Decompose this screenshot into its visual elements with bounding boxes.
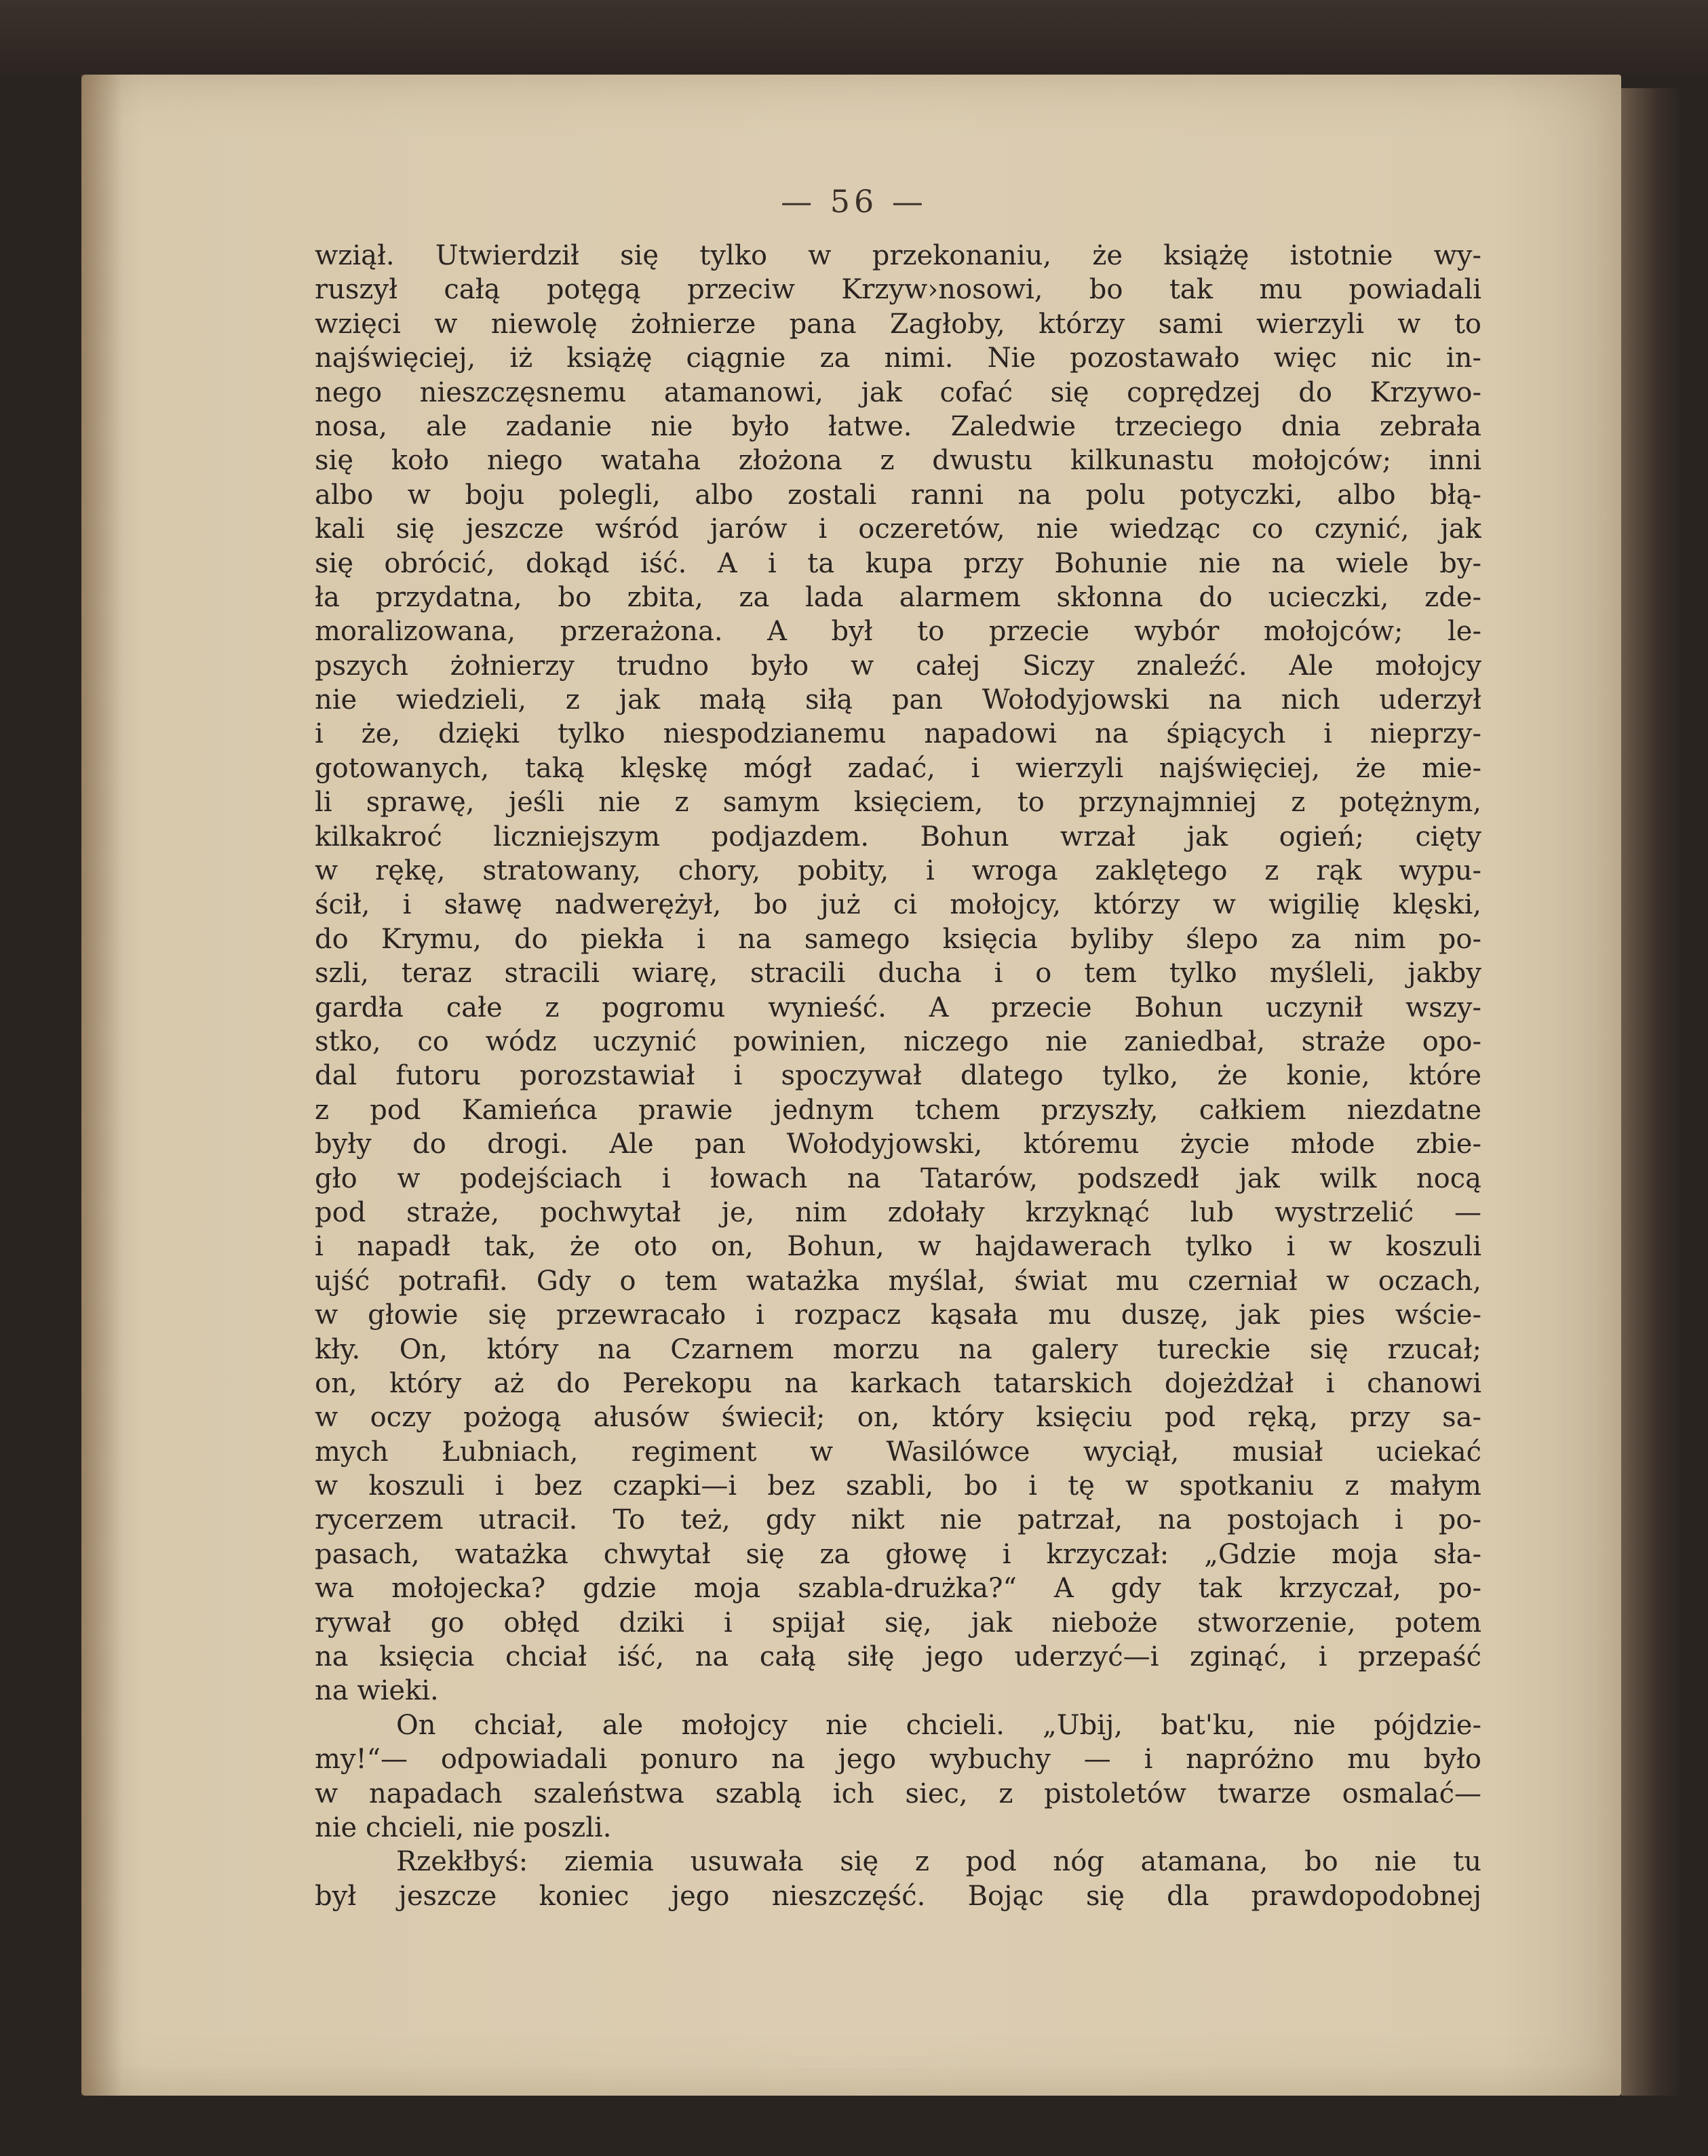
text-line: mych Łubniach, regiment w Wasilówce wyciął, musiał uciekać (315, 1436, 1481, 1468)
text-line: na wieki. (315, 1675, 439, 1707)
text-line: nego nieszczęsnemu atamanowi, jak cofać się coprędzej do Krzywo- (315, 376, 1481, 408)
scan-border (0, 0, 1708, 78)
text-line: rycerzem utracił. To też, gdy nikt nie patrzał, na postojach i po- (315, 1504, 1481, 1536)
text-line: pasach, watażka chwytał się za głowę i krzyczał: „Gdzie moja sła- (315, 1538, 1481, 1570)
text-line: i napadł tak, że oto on, Bohun, w hajdawerach tylko i w koszuli (315, 1231, 1481, 1263)
page-number: — 56 — (781, 183, 927, 220)
text-line: pszych żołnierzy trudno było w całej Siczy znaleźć. Ale mołojcy (315, 650, 1481, 682)
text-line: najświęciej, iż książę ciągnie za nimi. Nie pozostawało więc nic in- (315, 342, 1481, 374)
text-line: ruszył całą potęgą przeciw Krzyw›nosowi, bo tak mu powiadali (315, 274, 1481, 306)
text-line: pod straże, pochwytał je, nim zdołały krzyknąć lub wystrzelić — (315, 1196, 1481, 1228)
text-line: albo w boju polegli, albo zostali ranni na polu potyczki, albo błą- (315, 479, 1481, 511)
text-line: kilkakroć liczniejszym podjazdem. Bohun wrzał jak ogień; cięty (315, 821, 1481, 852)
text-line: i że, dzięki tylko niespodzianemu napadowi na śpiących i nieprzy- (315, 718, 1481, 750)
text-line: my!“— odpowiadali ponuro na jego wybuchy — i napróżno mu było (315, 1744, 1481, 1776)
text-line: rywał go obłęd dziki i spijał się, jak nieboże stworzenie, potem (315, 1607, 1481, 1639)
text-line: wzięci w niewolę żołnierze pana Zagłoby, którzy sami wierzyli w to (315, 308, 1481, 340)
text-line: w oczy pożogą ałusów świecił; on, który księciu pod ręką, przy sa- (315, 1402, 1481, 1434)
text-line: On chciał, ale mołojcy nie chcieli. „Ubij, bat'ku, nie pójdzie- (396, 1709, 1481, 1741)
text-line: się koło niego wataha złożona z dwustu kilkunastu mołojców; inni (315, 445, 1481, 477)
text-line: był jeszcze koniec jego nieszczęść. Bojąc się dla prawdopodobnej (315, 1880, 1481, 1912)
text-line: szli, teraz stracili wiarę, stracili ducha i o tem tylko myśleli, jakby (315, 958, 1481, 989)
text-line: w koszuli i bez czapki—i bez szabli, bo i tę w spotkaniu z małym (315, 1470, 1481, 1502)
text-line: kali się jeszcze wśród jarów i oczeretów, nie wiedząc co czynić, jak (315, 513, 1481, 545)
text-line: dal futoru porozstawiał i spoczywał dlatego tylko, że konie, które (315, 1060, 1481, 1092)
text-line: stko, co wódz uczynić powinien, niczego nie zaniedbał, straże opo- (315, 1025, 1481, 1057)
text-line: się obrócić, dokąd iść. A i ta kupa przy Bohunie nie na wiele by- (315, 547, 1481, 579)
page-gutter-stain (81, 75, 122, 2096)
text-line: w głowie się przewracało i rozpacz kąsała mu duszę, jak pies wście- (315, 1299, 1481, 1331)
text-line: ujść potrafił. Gdy o tem watażka myślał, świat mu czerniał w oczach, (315, 1265, 1481, 1297)
text-line: nie wiedzieli, z jak małą siłą pan Wołodyjowski na nich uderzył (315, 684, 1481, 716)
body-text (315, 239, 1481, 1913)
text-line: gotowanych, taką klęskę mógł zadać, i wierzyli najświęciej, że mie- (315, 752, 1481, 784)
text-line: w rękę, stratowany, chory, pobity, i wroga zaklętego z rąk wypu- (315, 855, 1481, 887)
book-binding (1621, 88, 1682, 2096)
text-line: gło w podejściach i łowach na Tatarów, podszedł jak wilk nocą (315, 1162, 1481, 1194)
text-line: do Krymu, do piekła i na samego księcia byliby ślepo za nim po- (315, 923, 1481, 955)
text-line: gardła całe z pogromu wynieść. A przecie Bohun uczynił wszy- (315, 992, 1481, 1023)
text-line: moralizowana, przerażona. A był to przecie wybór mołojców; le- (315, 616, 1481, 648)
text-line: w napadach szaleństwa szablą ich siec, z pistoletów twarze osmalać— (315, 1778, 1481, 1809)
text-line: na księcia chciał iść, na całą siłę jego uderzyć—i zginąć, i przepaść (315, 1641, 1481, 1673)
text-line: kły. On, który na Czarnem morzu na galery tureckie się rzucał; (315, 1333, 1481, 1365)
text-line: on, który aż do Perekopu na karkach tatarskich dojeżdżał i chanowi (315, 1367, 1481, 1399)
text-line: wa mołojecka? gdzie moja szabla-drużka?“ A gdy tak krzyczał, po- (315, 1573, 1481, 1605)
text-line: wziął. Utwierdził się tylko w przekonaniu, że książę istotnie wy- (315, 240, 1481, 271)
text-line: Rzekłbyś: ziemia usuwała się z pod nóg atamana, bo nie tu (396, 1846, 1481, 1878)
text-line: ścił, i sławę nadwerężył, bo już ci mołojcy, którzy w wigilię klęski, (315, 889, 1481, 921)
text-line: nie chcieli, nie poszli. (315, 1811, 612, 1843)
text-line: li sprawę, jeśli nie z samym księciem, to przynajmniej z potężnym, (315, 787, 1481, 819)
text-line: były do drogi. Ale pan Wołodyjowski, któremu życie młode zbie- (315, 1129, 1481, 1160)
text-line: nosa, ale zadanie nie było łatwe. Zaledwie trzeciego dnia zebrała (315, 410, 1481, 442)
text-line: z pod Kamieńca prawie jednym tchem przyszły, całkiem niezdatne (315, 1094, 1481, 1126)
text-line: ła przydatna, bo zbita, za lada alarmem skłonna do ucieczki, zde- (315, 581, 1481, 613)
